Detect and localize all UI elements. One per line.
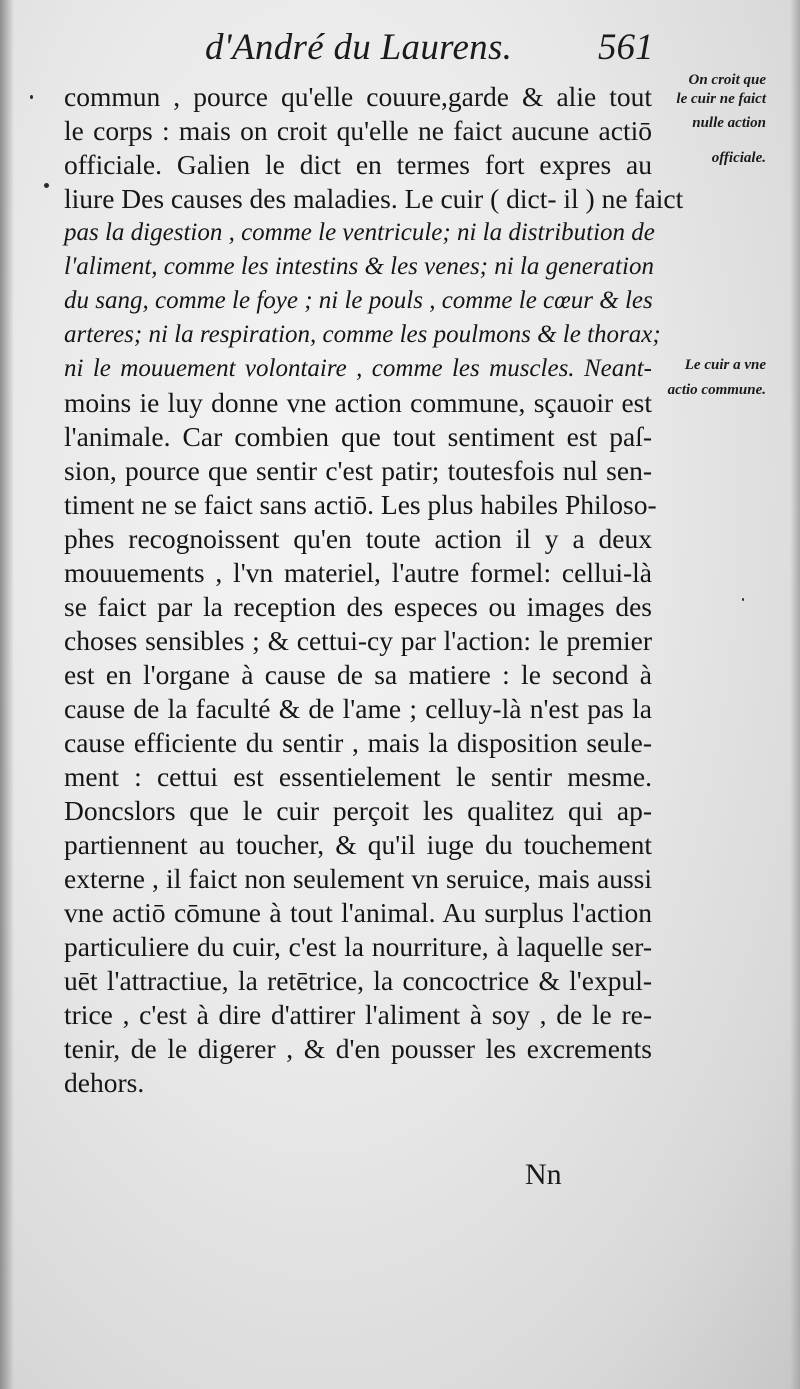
catchword: Nn <box>525 1158 562 1191</box>
running-head: d'André du Laurens. <box>205 27 513 68</box>
text-line: cause efficiente du sentir , mais la disposition seule- <box>64 727 652 758</box>
margin-note-line: On croit que <box>688 72 766 88</box>
text-line: cause de la faculté & de l'ame ; celluy-là n'est pas la <box>64 693 652 724</box>
page-number: 561 <box>598 27 654 68</box>
text-line: choses sensibles ; & cettui-cy par l'action: le premier <box>64 625 652 656</box>
text-line: officiale. Galien le dict en termes fort expres au <box>64 149 652 180</box>
text-line: particuliere du cuir, c'est la nourriture, à laquelle ser- <box>64 931 652 962</box>
text-line: phes recognoissent qu'en toute action il y a deux <box>64 523 652 554</box>
text-line: pas la digestion , comme le ventricule; ni la distribution de <box>64 219 655 246</box>
text-line: ment : cettui est essentielement le sentir mesme. <box>64 761 652 792</box>
text-line: externe , il faict non seulement vn seruice, mais aussi <box>64 863 652 894</box>
text-line: partiennent au toucher, & qu'il iuge du touchement <box>64 829 652 860</box>
text-line: mouuements , l'vn materiel, l'autre formel: cellui-là <box>64 557 652 588</box>
text-line: vne actiō cōmune à tout l'animal. Au surplus l'action <box>64 897 652 928</box>
binding-shadow <box>0 0 14 1389</box>
text-line: se faict par la reception des especes ou images des <box>64 591 652 622</box>
margin-note-line: le cuir ne faict <box>676 91 766 107</box>
text-line: l'animale. Car combien que tout sentiment est paſ- <box>64 421 652 452</box>
margin-note-line: actio commune. <box>667 382 766 398</box>
text-line: moins ie luy donne vne action commune, sçauoir est <box>64 387 652 418</box>
margin-note-line: nulle action <box>692 115 766 131</box>
text-line: trice , c'est à dire d'attirer l'aliment à soy , de le re- <box>64 999 652 1030</box>
page-edge-shadow <box>790 0 800 1389</box>
ink-speck <box>742 598 744 601</box>
text-line: tenir, de le digerer , & d'en pousser les excrements <box>64 1033 652 1064</box>
text-line: timent ne se faict sans actiō. Les plus habiles Philoso- <box>64 489 657 520</box>
text-line: Doncslors que le cuir perçoit les qualitez qui ap- <box>64 795 652 826</box>
text-line: est en l'organe à cause de sa matiere : le second à <box>64 659 652 690</box>
text-line: arteres; ni la respiration, comme les poulmons & le thorax; <box>64 321 661 348</box>
text-line: liure Des causes des maladies. Le cuir ( dict- il ) ne faict <box>64 183 684 214</box>
text-line: uēt l'attractiue, la retētrice, la concoctrice & l'expul- <box>64 965 652 996</box>
text-line: dehors. <box>64 1067 145 1098</box>
text-line: commun , pource qu'elle couure,garde & alie tout <box>64 81 652 112</box>
margin-note-line: Le cuir a vne <box>684 357 766 373</box>
text-line: l'aliment, comme les intestins & les venes; ni la generation <box>64 253 654 280</box>
text-line: du sang, comme le foye ; ni le pouls , comme le cœur & les <box>64 287 653 314</box>
margin-note-line: officiale. <box>711 150 766 166</box>
text-line: le corps : mais on croit qu'elle ne faict aucune actiō <box>64 115 652 146</box>
text-line: ni le mouuement volontaire , comme les muscles. Neant- <box>64 355 652 382</box>
ink-speck <box>44 183 49 188</box>
text-line: sion, pource que sentir c'est patir; toutesfois nul sen- <box>64 455 652 486</box>
ink-speck <box>30 95 33 99</box>
